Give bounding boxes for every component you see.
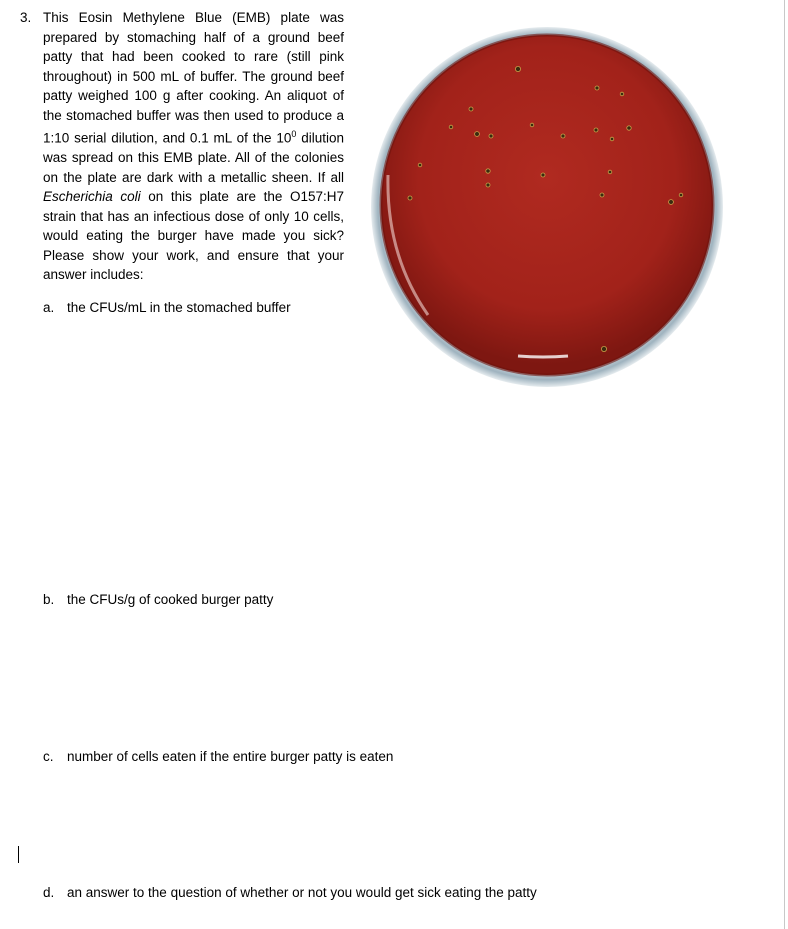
colony <box>595 86 599 90</box>
colony <box>600 193 604 197</box>
colony <box>620 92 624 96</box>
colony <box>530 123 534 127</box>
colony <box>486 169 490 173</box>
part-a-letter: a. <box>43 300 55 315</box>
part-c-letter: c. <box>43 749 54 764</box>
part-d-text: an answer to the question of whether or not you would get sick eating the patty <box>67 885 537 900</box>
colony <box>418 163 422 167</box>
part-b-letter: b. <box>43 592 55 607</box>
colony <box>561 134 565 138</box>
colony <box>449 125 453 129</box>
colony <box>601 346 606 351</box>
colony <box>610 137 614 141</box>
part-b <box>43 590 273 610</box>
part-c <box>43 747 393 767</box>
question-after-exponent: dilution was spread on this EMB plate. All of the colonies on the plate are dark with a metallic sheen. If all <box>43 130 344 185</box>
colony <box>515 66 520 71</box>
colony <box>541 173 545 177</box>
question-intro: This Eosin Methylene Blue (EMB) plate was prepared by stomaching half of a ground beef patty that had been cooked to rare (still pink throughout) in 500 mL of buffer. The ground beef patty weighed 100 g after cooking. An aliquot of the stomached buffer was then used to produce a 1:10 serial dilution, and 0.1 mL of the 10 <box>43 10 344 146</box>
question-text <box>43 8 344 285</box>
rim-glare-bottom <box>518 356 568 357</box>
part-d-letter: d. <box>43 885 55 900</box>
colony <box>608 170 612 174</box>
colony <box>594 128 598 132</box>
part-a <box>43 298 291 318</box>
colony <box>679 193 683 197</box>
colony <box>627 126 631 130</box>
page-edge <box>784 0 785 929</box>
agar-surface <box>381 35 713 375</box>
part-c-text: number of cells eaten if the entire burger patty is eaten <box>67 749 394 764</box>
colony <box>469 107 473 111</box>
colony <box>486 183 490 187</box>
text-cursor[interactable] <box>18 846 19 863</box>
organism-name: Escherichia coli <box>43 189 141 204</box>
question-closing: on this plate are the O157:H7 strain that has an infectious dose of only 10 cells, would eating the burger have made you sick? Please show your work, and ensure that your answer includes: <box>43 189 344 282</box>
part-b-text: the CFUs/g of cooked burger patty <box>67 592 274 607</box>
dilution-exponent: 0 <box>291 129 297 139</box>
colony <box>669 200 674 205</box>
colony <box>408 196 412 200</box>
colony <box>475 132 480 137</box>
petri-dish <box>368 25 728 390</box>
part-a-text: the CFUs/mL in the stomached buffer <box>67 300 291 315</box>
question-number: 3. <box>20 10 32 25</box>
colony <box>489 134 493 138</box>
part-d <box>43 883 537 903</box>
emb-plate-image <box>368 25 728 390</box>
